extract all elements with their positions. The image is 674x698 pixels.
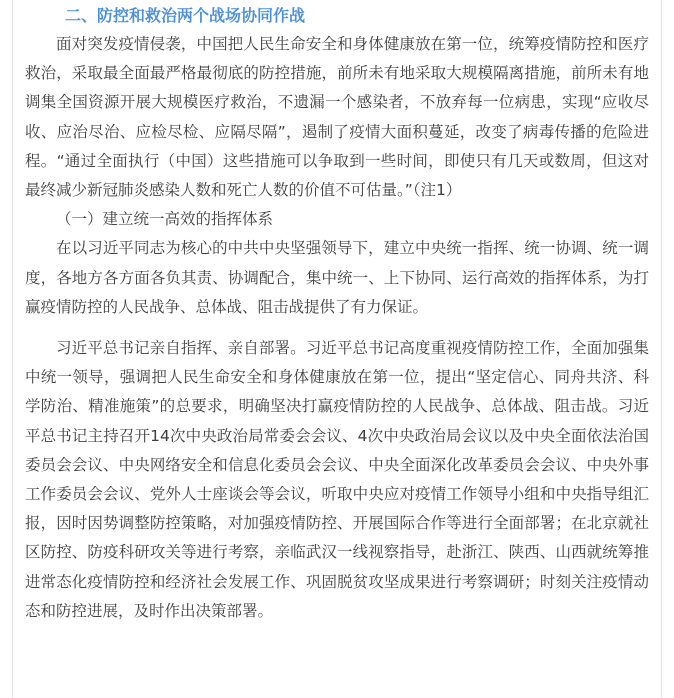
paragraph-leadership: 习近平总书记亲自指挥、亲自部署。习近平总书记高度重视疫情防控工作，全面加强集中统一领导，强调把人民生命安全和身体健康放在第一位，提出“坚定信心、同舟共济、科学防治、精准施策”的总要求，明确坚决打赢疫情防控的人民战争、总体战、阻击战。习近平总书记主持召开14次中央政治局常委会会议、4次中央政治局会议以及中央全面依法治国委员会会议、中央网络安全和信息化委员会会议、中央全面深化改革委员会会议、中央外事工作委员会会议、党外人士座谈会等会议，听取中央应对疫情工作领导小组和中央指导组汇报，因时因势调整防控策略，对加强疫情防控、开展国际合作等进行全面部署；在北京就社区防控、防疫科研攻关等进行考察，亲临武汉一线视察指导，赴浙江、陕西、山西就统筹推进常态化疫情防控和经济社会发展工作、巩固脱贫攻坚成果进行考察调研；时刻关注疫情动态和防控进展，及时作出决策部署。 <box>25 339 649 620</box>
subsection-heading: （一）建立统一高效的指挥体系 <box>56 210 274 229</box>
article-body <box>12 0 662 698</box>
paragraph-command-system: 在以习近平同志为核心的中共中央坚强领导下，建立中央统一指挥、统一协调、统一调度，各地方各方面各负其责、协调配合，集中统一、上下协同、运行高效的指挥体系，为打赢疫情防控的人民战争、总体战、阻击战提供了有力保证。 <box>25 239 649 316</box>
paragraph-gap <box>25 322 649 334</box>
paragraph-epidemic-response: 面对突发疫情侵袭，中国把人民生命安全和身体健康放在第一位，统筹疫情防控和医疗救治，采取最全面最严格最彻底的防控措施，前所未有地采取大规模隔离措施，前所未有地调集全国资源开展大规模医疗救治，不遗漏一个感染者，不放弃每一位病患，实现“应收尽收、应治尽治、应检尽检、应隔尽隔”，遏制了疫情大面积蔓延，改变了病毒传播的危险进程。“通过全面执行（中国）这些措施可以争取到一些时间，即使只有几天或数周，但这对最终减少新冠肺炎感染人数和死亡人数的价值不可估量。”（注1） <box>25 35 649 200</box>
section-heading: 二、防控和救治两个战场协同作战 <box>65 6 306 25</box>
